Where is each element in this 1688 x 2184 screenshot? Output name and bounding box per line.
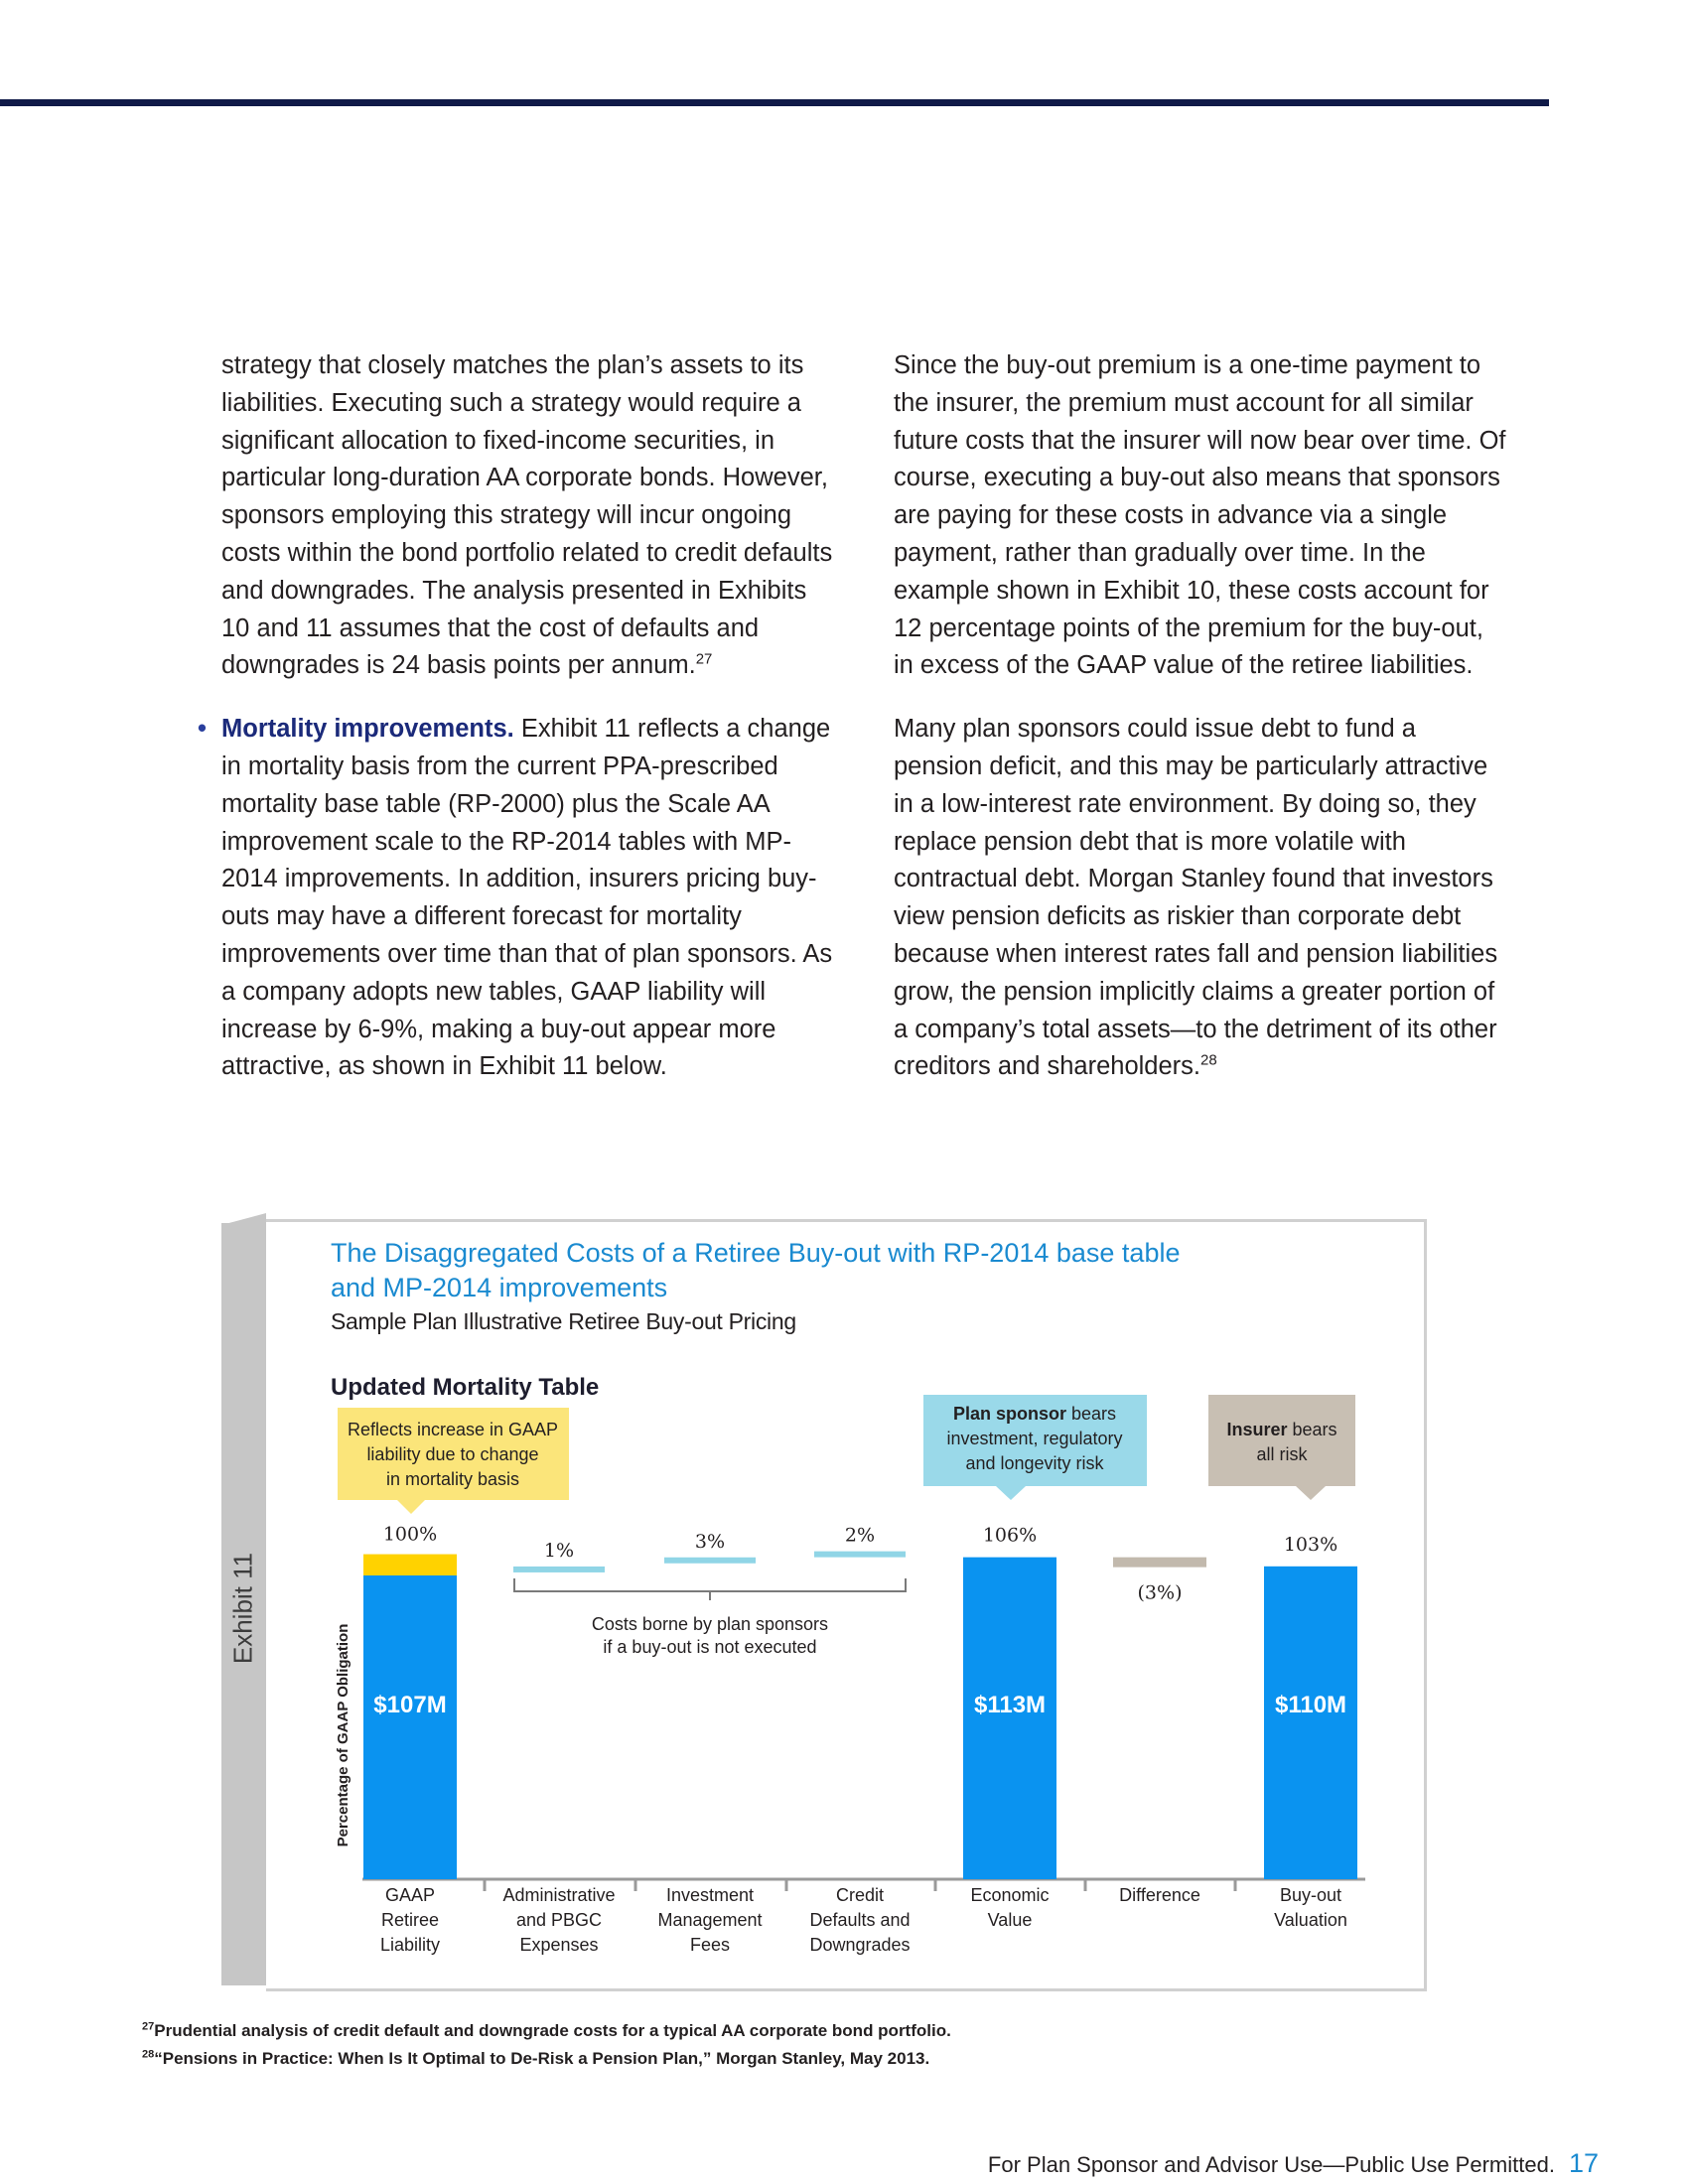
category-label-0-1: Retiree xyxy=(380,1910,440,1930)
callout-sponsor-rest: bears xyxy=(1066,1404,1117,1424)
callout-gaap-pointer xyxy=(397,1500,425,1514)
category-label-4-1: Value xyxy=(987,1910,1033,1930)
callout-insurer-line-1: all risk xyxy=(1256,1444,1308,1464)
callout-sponsor-line-1: investment, regulatory xyxy=(946,1429,1123,1448)
category-label-1-2: Expenses xyxy=(519,1935,599,1955)
bullet-icon: • xyxy=(198,715,207,744)
exhibit-title: The Disaggregated Costs of a Retiree Buy-out with RP-2014 base table and MP-2014 improvements xyxy=(331,1238,1181,1302)
bar-value-label-4: $113M xyxy=(973,1692,1047,1718)
brace-label-0: Costs borne by plan sponsors xyxy=(591,1614,829,1634)
bullet-text: Exhibit 11 reflects a change in mortality basis from the current PPA-prescribed mortality base table (RP-2000) plus the Scale AA improvement scale to the RP-2014 tables with MP-2014 improvements. In addition, insurers pricing buy-outs may have a different forecast for mortality improvements over time than that of plan sponsors. As a company adopts new tables, GAAP liability will increase by 6-9%, making a buy-out appear more attractive, as shown in Exhibit 11 below. xyxy=(221,715,833,1081)
category-label-2-0: Investment xyxy=(665,1885,755,1905)
category-label-3-2: Downgrades xyxy=(809,1935,911,1955)
footer-text: For Plan Sponsor and Advisor Use—Public Use Permitted. xyxy=(987,2152,1555,2177)
footnote-28: $^{28}$“Pensions in Practice: When Is It Optimal to De-Risk a Pension Plan,” Morgan Stanley, May 2013. xyxy=(142,2048,930,2068)
value-label-0: 100% xyxy=(382,1523,438,1546)
value-label-4: 106% xyxy=(982,1524,1038,1547)
callout-insurer-rest: bears xyxy=(1287,1420,1337,1439)
callout-sponsor-line-0 xyxy=(953,1404,1116,1424)
exhibit-subtitle: Sample Plan Illustrative Retiree Buy-out Pricing xyxy=(331,1308,796,1334)
right-paragraph-1: Since the buy-out premium is a one-time payment to the insurer, the premium must account for all similar future costs that the insurer will now bear over time. Of course, executing a buy-out also means that sponsors are paying for these costs in advance via a single payment, rather than gradually over time. In the example shown in Exhibit 10, these costs account for 12 percentage points of the premium for the buy-out, in excess of the GAAP value of the retiree liabilities. xyxy=(894,351,1506,680)
value-label-2: 3% xyxy=(694,1530,726,1553)
callout-sponsor-pointer xyxy=(996,1486,1026,1500)
exhibit-section-heading: Updated Mortality Table xyxy=(331,1374,600,1401)
callout-gaap-line-1: liability due to change xyxy=(366,1444,539,1464)
bar-cost-1 xyxy=(513,1567,605,1572)
brace-label-1: if a buy-out is not executed xyxy=(603,1637,817,1657)
category-label-6-0: Buy-out xyxy=(1279,1885,1342,1905)
category-label-0-0: GAAP xyxy=(384,1885,436,1905)
bar-cost-3 xyxy=(814,1552,906,1558)
value-label-3: 2% xyxy=(844,1524,876,1547)
right-paragraph-2: Many plan sponsors could issue debt to fund a pension deficit, and this may be particularly attractive in a low-interest rate environment. By doing so, they replace pension debt that is more volatile with contractual debt. Morgan Stanley found that investors view pension deficits as riskier than corporate debt because when interest rates fall and pension liabilities grow, the pension implicitly claims a greater portion of a company’s total assets—to the detriment of its other creditors and shareholders.$^{28}$ xyxy=(894,715,1498,1081)
category-label-3-0: Credit xyxy=(835,1885,885,1905)
callout-sponsor-line-2: and longevity risk xyxy=(965,1453,1104,1473)
callout-insurer-line-0 xyxy=(1226,1420,1336,1439)
callout-insurer-pointer xyxy=(1296,1486,1326,1500)
callout-insurer-box xyxy=(1208,1395,1355,1486)
exhibit-label: Exhibit 11 xyxy=(227,1552,258,1665)
callout-sponsor-bold: Plan sponsor xyxy=(952,1404,1066,1424)
callout-gaap-line-0: Reflects increase in GAAP xyxy=(347,1420,559,1439)
page-number: 17 xyxy=(1568,2148,1599,2178)
bar-total-6 xyxy=(1264,1567,1357,1879)
value-label-6: 103% xyxy=(1283,1533,1338,1556)
callout-gaap-line-2: in mortality basis xyxy=(385,1469,520,1489)
category-label-3-1: Defaults and xyxy=(809,1910,911,1930)
category-label-5-0: Difference xyxy=(1119,1885,1200,1905)
category-label-6-1: Valuation xyxy=(1274,1910,1347,1930)
footnote-27: $^{27}$Prudential analysis of credit default and downgrade costs for a typical AA corporate bond portfolio. xyxy=(142,2020,951,2040)
value-label-1: 1% xyxy=(543,1539,575,1562)
category-label-1-0: Administrative xyxy=(502,1885,616,1905)
bar-gaap-increase xyxy=(363,1555,457,1575)
callout-insurer-bold: Insurer xyxy=(1226,1420,1288,1439)
category-label-2-2: Fees xyxy=(689,1935,731,1955)
category-label-2-1: Management xyxy=(657,1910,763,1930)
footnote-ref-28[interactable]: 28 xyxy=(1200,1051,1217,1069)
value-label-5: (3%) xyxy=(1137,1581,1183,1604)
category-label-0-2: Liability xyxy=(379,1935,441,1955)
bar-value-label-0: $107M xyxy=(373,1692,447,1718)
footnote-ref-27[interactable]: 27 xyxy=(695,650,713,668)
category-label-1-1: and PBGC xyxy=(515,1910,603,1930)
category-label-4-0: Economic xyxy=(970,1885,1050,1905)
bar-value-label-6: $110M xyxy=(1274,1692,1347,1718)
bar-difference xyxy=(1113,1558,1206,1568)
bar-cost-2 xyxy=(664,1558,756,1564)
bullet-term: Mortality improvements. xyxy=(221,715,514,744)
left-paragraph-1: strategy that closely matches the plan’s assets to its liabilities. Executing such a strategy would require a significant allocation to fixed-income securities, in particular long-duration AA corporate bonds. However, sponsors employing this strategy will incur ongoing costs within the bond portfolio related to credit defaults and downgrades. The analysis presented in Exhibits 10 and 11 assumes that the cost of defaults and downgrades is 24 basis points per annum.$^{27}$ xyxy=(221,351,833,680)
cost-brace xyxy=(514,1578,906,1591)
y-axis-label: Percentage of GAAP Obligation xyxy=(335,1623,352,1847)
footnotes xyxy=(142,2017,951,2073)
page-footer xyxy=(988,2148,1599,2179)
bar-gaap-liability xyxy=(363,1575,457,1879)
